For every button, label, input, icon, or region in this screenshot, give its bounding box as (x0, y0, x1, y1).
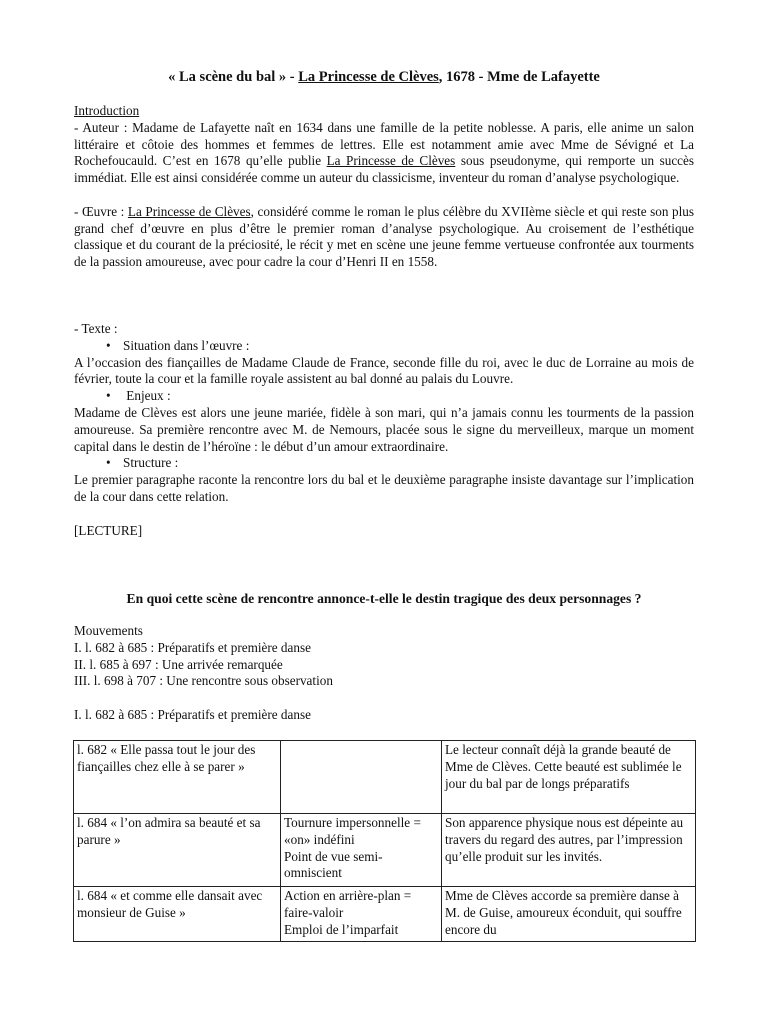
title-scene: « La scène du bal » - (168, 69, 295, 85)
table-cell-interpretation: Mme de Clèves accorde sa première danse à M. de Guise, amoureux éconduit, qui souffre encore du (442, 887, 696, 942)
table-row (74, 741, 696, 814)
texte-section (74, 321, 694, 539)
mouvement-item: II. l. 685 à 697 : Une arrivée remarquée (74, 656, 283, 672)
table-cell-interpretation: Le lecteur connaît déjà la grande beauté de Mme de Clèves. Cette beauté est sublimée le jour du bal par de longs préparatifs (442, 741, 696, 814)
title-rest: , 1678 - Mme de Lafayette (438, 69, 600, 85)
introduction-heading: Introduction (74, 103, 140, 118)
document-title (0, 68, 768, 86)
table-row (74, 814, 696, 887)
lecture-marker: [LECTURE] (74, 522, 143, 538)
section-one-heading: I. l. 682 à 685 : Préparatifs et première danse (74, 706, 311, 722)
mouvements-section (74, 623, 694, 724)
enjeux-label: • Enjeux : (106, 388, 171, 404)
table-cell-procede: Action en arrière-plan = faire-valoir Emploi de l’imparfait (281, 887, 442, 942)
table-cell-procede (281, 741, 442, 814)
mouvements-label: Mouvements (74, 623, 143, 638)
enjeux-paragraph: Madame de Clèves est alors une jeune mariée, fidèle à son mari, qui n’a jamais connu les tourments de la passion amoureuse. Sa première rencontre avec M. de Nemours, placée sous le signe du merveilleux, marque un moment capital dans le destin de l’héroïne : le début d’un amour extraordinaire. (74, 404, 694, 454)
table-cell-quote: l. 684 « et comme elle dansait avec monsieur de Guise » (74, 887, 281, 942)
structure-paragraph: Le premier paragraphe raconte la rencontre lors du bal et le deuxième paragraphe insiste davantage sur l’implication de la cour dans cette relation. (74, 472, 694, 504)
table-cell-quote: l. 682 « Elle passa tout le jour des fiançailles chez elle à se parer » (74, 741, 281, 814)
problematique-question: En quoi cette scène de rencontre annonce-t-elle le destin tragique des deux personnages ? (126, 591, 642, 606)
oeuvre-paragraph: - Œuvre : La Princesse de Clèves, considéré comme le roman le plus célèbre du XVIIème siècle et qui reste son plus grand chef d’œuvre en plus d’être le premier roman d’analyse psychologique. Au croisement de l’esthétique classique et du courant de la préciosité, le récit y met en scène une jeune femme vertueuse confrontée aux tourments de la passion amoureuse, avec pour cadre la cour d’Henri II en 1558. (74, 203, 695, 270)
table-cell-procede: Tournure impersonnelle = «on» indéfini Point de vue semi-omniscient (281, 814, 442, 887)
situation-label: • Situation dans l’œuvre : (106, 337, 250, 353)
title-book: La Princesse de Clèves (298, 69, 439, 85)
table-cell-interpretation: Son apparence physique nous est dépeinte au travers du regard des autres, par l’impression qu’elle produit sur les invités. (442, 814, 696, 887)
analysis-table (73, 740, 696, 942)
table-cell-quote: l. 684 « l’on admira sa beauté et sa parure » (74, 814, 281, 887)
table-row (74, 887, 696, 942)
mouvement-item: III. l. 698 à 707 : Une rencontre sous observation (74, 673, 333, 689)
introduction-section (74, 103, 694, 271)
auteur-paragraph: - Auteur : Madame de Lafayette naît en 1634 dans une famille de la petite noblesse. A paris, elle anime un salon littéraire et côtoie des hommes et femmes de lettres. Elle est notamment amie avec Mme de Sévigné et La Rochefoucauld. C’est en 1678 qu’elle publie La Princesse de Clèves sous pseudonyme, qui remporte un succès immédiat. Elle est ainsi considérée comme un auteur du classicisme, inventeur du roman d’analyse psychologique. (74, 119, 695, 186)
situation-paragraph: A l’occasion des fiançailles de Madame Claude de France, seconde fille du roi, avec le duc de Lorraine au mois de février, toute la cour et la famille royale assistent au bal donné au palais du Louvre. (74, 354, 694, 387)
mouvement-item: I. l. 682 à 685 : Préparatifs et première danse (74, 639, 311, 655)
structure-label: • Structure : (106, 455, 179, 471)
texte-label: - Texte : (74, 321, 118, 336)
